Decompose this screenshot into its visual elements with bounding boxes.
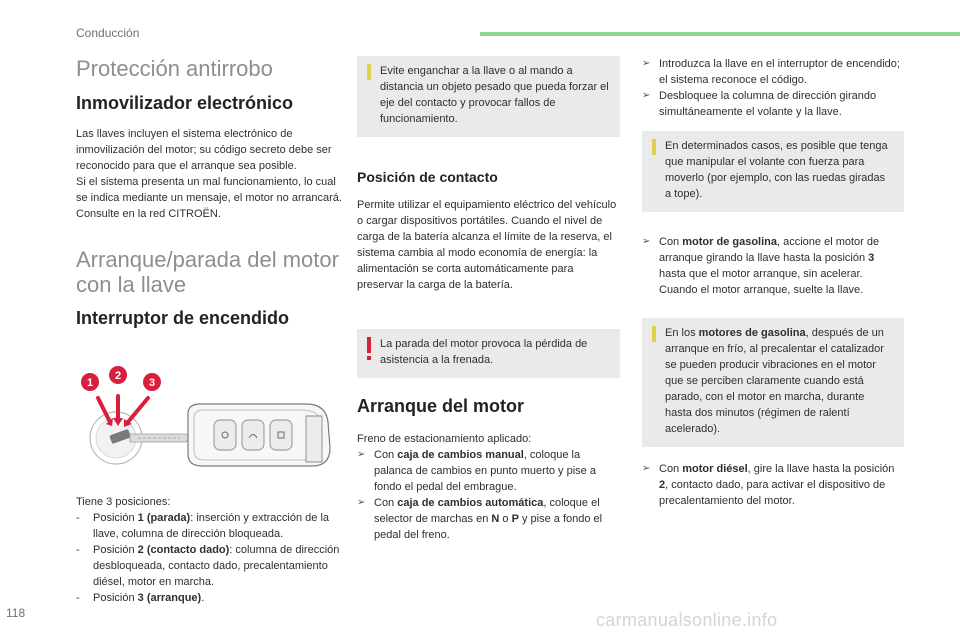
column-left	[76, 56, 346, 329]
manual-gearbox-step: ➢ Con caja de cambios manual, coloque la palanca de cambios en punto muerto y pise a fondo el pedal del embrague.	[357, 449, 596, 493]
watermark: carmanualsonline.info	[596, 610, 778, 630]
note-key-weight: Evite enganchar a la llave o al mando a distancia un objeto pesado que pueda forzar el eje del contacto y provocar fallos de funcionamiento.	[357, 56, 620, 137]
ignition-key-illustration	[76, 362, 346, 484]
heading-immobilizer: Inmovilizador electrónico	[76, 93, 294, 113]
immobilizer-p1: Las llaves incluyen el sistema electrónico de inmovilización del motor; su código secreto debe ser reconocido para que el arranque sea posible.	[76, 128, 332, 172]
position-item: - Posición 3 (arranque).	[76, 592, 205, 604]
unlock-column-step: ➢ Desbloquee la columna de dirección girando simultáneamente el volante y la llave.	[642, 90, 877, 118]
insert-key-step: ➢ Introduzca la llave en el interruptor de encendido; el sistema reconoce el código.	[642, 58, 900, 86]
note-steering-force: En determinados casos, es posible que tenga que manipular el volante con fuerza para moverlo (por ejemplo, con las ruedas giradas a tope).	[642, 131, 904, 212]
warning-icon	[367, 337, 371, 353]
label-1: 1	[86, 377, 94, 389]
positions-intro: Tiene 3 posiciones:	[76, 496, 171, 508]
arrow-bullet-icon: ➢	[642, 58, 651, 69]
positions-block	[76, 494, 346, 606]
position-item: - Posición 1 (parada): inserción y extracción de la llave, columna de dirección bloqueada.	[76, 512, 330, 540]
column-right	[642, 56, 904, 509]
header-accent-bar	[480, 32, 960, 36]
ignition-key-figure	[76, 362, 346, 484]
heading-engine-start: Arranque del motor	[357, 396, 525, 416]
position-item: - Posición 2 (contacto dado): columna de dirección desbloqueada, contacto dado, precalentamiento diésel, motor en marcha.	[76, 544, 340, 588]
info-icon	[652, 326, 656, 342]
note-petrol-catalyst: En los motores de gasolina, después de un arranque en frío, al precalentar el catalizador se pueden producir vibraciones en el motor que se perciben claramente cuando está parado, con el motor en marcha, durante hasta dos minutos (régimen de ralentí acelerado).	[642, 318, 904, 447]
label-2: 2	[114, 370, 122, 382]
label-3: 3	[148, 377, 156, 389]
column-middle	[357, 56, 620, 543]
arrow-bullet-icon: ➢	[357, 497, 366, 508]
warning-brake-assist: La parada del motor provoca la pérdida de asistencia a la frenada.	[357, 329, 620, 378]
arrow-bullet-icon: ➢	[642, 90, 651, 101]
arrow-bullet-icon: ➢	[642, 463, 651, 474]
diesel-engine-step: ➢ Con motor diésel, gire la llave hasta la posición 2, contacto dado, para activar el dispositivo de precalentamiento del motor.	[642, 463, 895, 507]
heading-contact-position: Posición de contacto	[357, 169, 498, 185]
section-title: Conducción	[76, 26, 140, 40]
title-antitheft: Protección antirrobo	[76, 56, 273, 81]
info-icon	[652, 139, 656, 155]
arrow-position-3-icon	[128, 398, 148, 422]
contact-paragraph: Permite utilizar el equipamiento eléctrico del vehículo o cargar dispositivos portátiles. Cuando el nivel de carga de la batería alcanza el límite de la reserva, el sistema cambia al modo economía de energía: la alimentación se corta automáticamente para preservar la carga de la batería.	[357, 199, 617, 291]
petrol-engine-step: ➢ Con motor de gasolina, accione el motor de arranque girando la llave hasta la posición 3 hasta que el motor arranque, sin acelerar. Cuando el motor arranque, suelte la llave.	[642, 236, 880, 296]
heading-ignition-switch: Interruptor de encendido	[76, 308, 290, 328]
arrow-bullet-icon: ➢	[357, 449, 366, 460]
immobilizer-p2: Si el sistema presenta un mal funcionamiento, lo cual se indica mediante un mensaje, el motor no arrancará.	[76, 176, 342, 204]
automatic-gearbox-step: ➢ Con caja de cambios automática, coloque el selector de marchas en N o P y pise a fondo el pedal del freno.	[357, 497, 603, 541]
title-start-stop: Arranque/parada del motor con la llave	[76, 247, 339, 297]
immobilizer-p3: Consulte en la red CITROËN.	[76, 208, 221, 220]
page-number: 118	[6, 606, 26, 620]
info-icon	[367, 64, 371, 80]
arrow-bullet-icon: ➢	[642, 236, 651, 247]
handbrake-text: Freno de estacionamiento aplicado:	[357, 433, 532, 445]
